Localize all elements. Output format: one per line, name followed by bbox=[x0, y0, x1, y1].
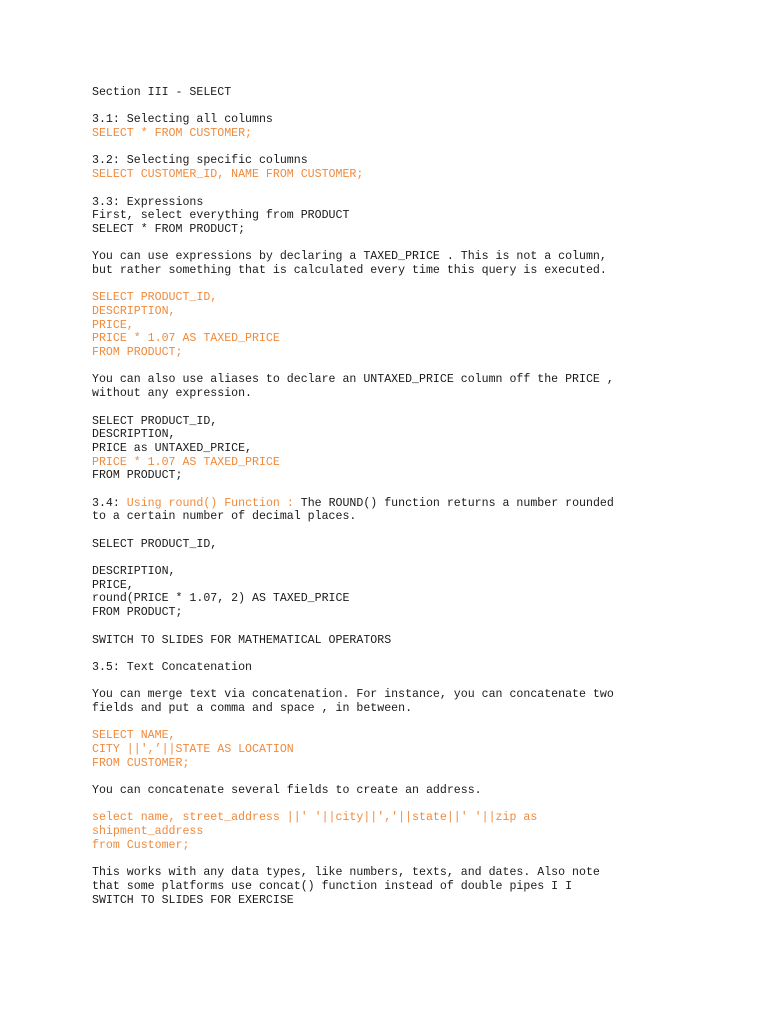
heading-3-4 bbox=[92, 497, 732, 511]
code-line: shipment_address bbox=[92, 825, 204, 839]
paragraph-line: without any expression. bbox=[92, 387, 253, 401]
code-line: SELECT PRODUCT_ID, bbox=[92, 537, 218, 551]
heading-3-3: 3.3: Expressions bbox=[92, 195, 204, 209]
paragraph-line: You can concatenate several fields to create an address. bbox=[92, 784, 482, 798]
text-3-3-intro: First, select everything from PRODUCT bbox=[92, 209, 350, 223]
switch-note: SWITCH TO SLIDES FOR EXERCISE bbox=[92, 893, 294, 907]
heading-3-4-label: 3.4: bbox=[92, 496, 127, 510]
code-line: DESCRIPTION, bbox=[92, 428, 176, 442]
paragraph-line: You can also use aliases to declare an UNTAXED_PRICE column off the PRICE , bbox=[92, 373, 614, 387]
code-line: SELECT PRODUCT_ID, bbox=[92, 414, 218, 428]
paragraph-line: that some platforms use concat() function instead of double pipes I I bbox=[92, 879, 573, 893]
code-line: FROM CUSTOMER; bbox=[92, 756, 190, 770]
heading-3-4-function-label: Using round() Function : bbox=[126, 496, 301, 510]
code-line: PRICE * 1.07 AS TAXED_PRICE bbox=[92, 332, 280, 346]
code-line: PRICE, bbox=[92, 318, 134, 332]
code-line: PRICE as UNTAXED_PRICE, bbox=[92, 441, 253, 455]
switch-note: SWITCH TO SLIDES FOR MATHEMATICAL OPERATORS bbox=[92, 633, 392, 647]
section-title: Section III - SELECT bbox=[92, 86, 232, 99]
paragraph-line: This works with any data types, like numbers, texts, and dates. Also note bbox=[92, 866, 600, 880]
code-3-3-intro: SELECT * FROM PRODUCT; bbox=[92, 222, 246, 236]
paragraph-line: but rather something that is calculated every time this query is executed. bbox=[92, 263, 607, 277]
code-line: FROM PRODUCT; bbox=[92, 606, 183, 620]
code-line: FROM PRODUCT; bbox=[92, 346, 183, 360]
code-line: FROM PRODUCT; bbox=[92, 469, 183, 483]
paragraph-line: to a certain number of decimal places. bbox=[92, 510, 357, 524]
code-line: select name, street_address ||' '||city||','||state||' '||zip as bbox=[92, 811, 538, 825]
code-line: round(PRICE * 1.07, 2) AS TAXED_PRICE bbox=[92, 592, 350, 606]
code-line: PRICE, bbox=[92, 578, 134, 592]
code-line: SELECT NAME, bbox=[92, 729, 176, 743]
code-line: CITY ||',’||STATE AS LOCATION bbox=[92, 743, 294, 756]
paragraph-line: fields and put a comma and space , in between. bbox=[92, 701, 413, 715]
heading-3-4-description: The ROUND() function returns a number rounded bbox=[300, 496, 614, 510]
heading-3-2: 3.2: Selecting specific columns bbox=[92, 154, 308, 168]
code-3-2: SELECT CUSTOMER_ID, NAME FROM CUSTOMER; bbox=[92, 168, 364, 182]
code-line: DESCRIPTION, bbox=[92, 305, 176, 318]
document-page bbox=[92, 86, 732, 907]
paragraph-line: You can merge text via concatenation. For instance, you can concatenate two bbox=[92, 688, 614, 702]
heading-3-5: 3.5: Text Concatenation bbox=[92, 660, 253, 674]
code-line: DESCRIPTION, bbox=[92, 565, 176, 579]
heading-3-1: 3.1: Selecting all columns bbox=[92, 113, 273, 127]
code-line-highlight: PRICE * 1.07 AS TAXED_PRICE bbox=[92, 455, 280, 469]
paragraph-line: You can use expressions by declaring a TAXED_PRICE . This is not a column, bbox=[92, 250, 607, 264]
code-line: from Customer; bbox=[92, 838, 190, 852]
code-3-1: SELECT * FROM CUSTOMER; bbox=[92, 127, 253, 141]
code-line: SELECT PRODUCT_ID, bbox=[92, 291, 218, 305]
